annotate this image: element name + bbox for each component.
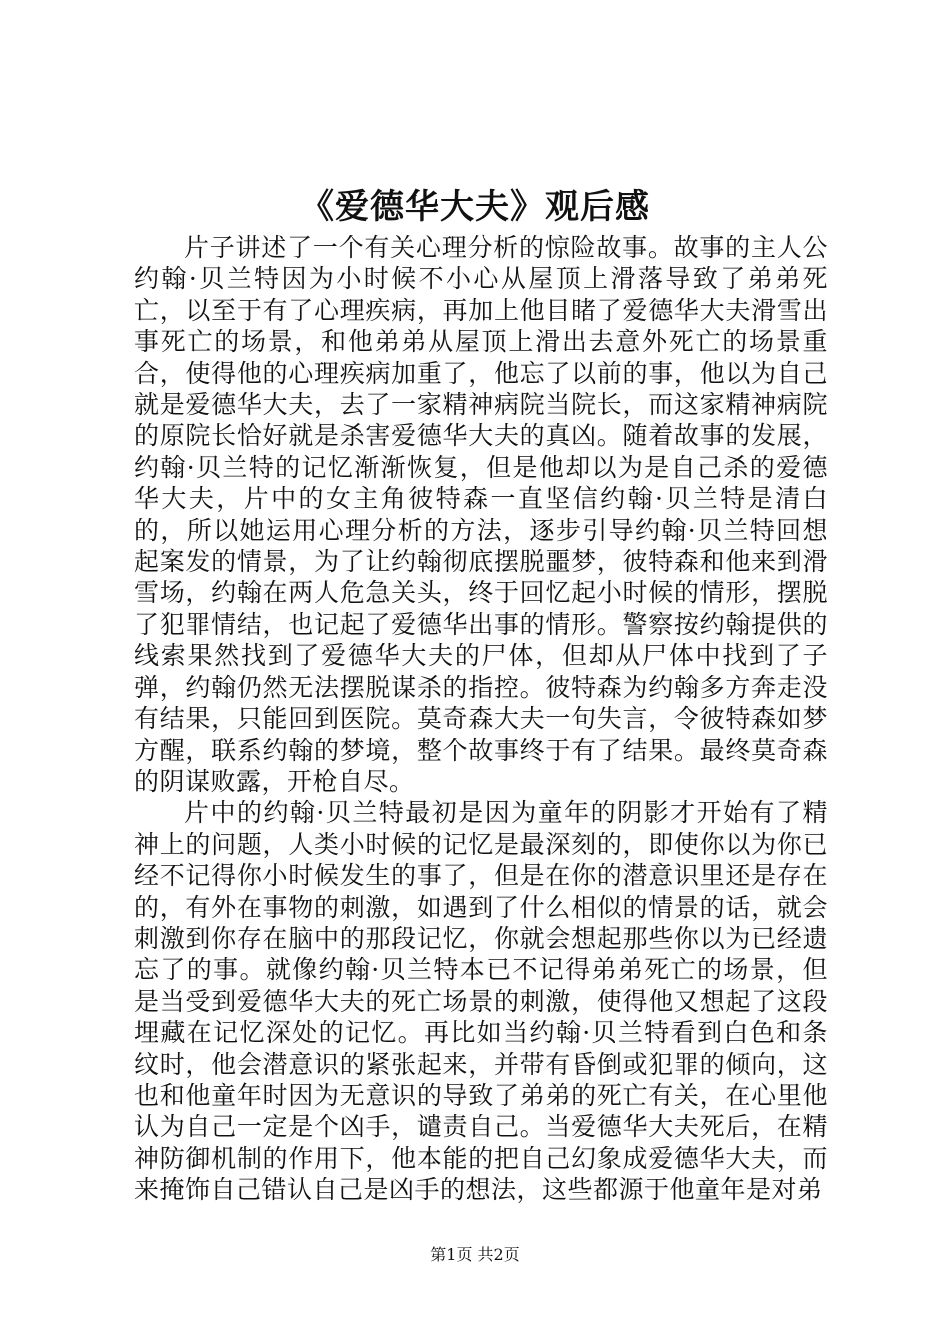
paragraph-1: 片子讲述了一个有关心理分析的惊险故事。故事的主人公约翰·贝兰特因为小时候不小心从屋顶上滑落导致了弟弟死亡，以至于有了心理疾病，再加上他目睹了爱德华大夫滑雪出事死亡的场景，和他弟弟从屋顶上滑出去意外死亡的场景重合，使得他的心理疾病加重了，他忘了以前的事，他以为自己就是爱德华大夫，去了一家精神病院当院长，而这家精神病院的原院长恰好就是杀害爱德华大夫的真凶。随着故事的发展，约翰·贝兰特的记忆渐渐恢复，但是他却以为是自己杀的爱德华大夫，片中的女主角彼特森一直坚信约翰·贝兰特是清白的，所以她运用心理分析的方法，逐步引导约翰·贝兰特回想起案发的情景，为了让约翰彻底摆脱噩梦，彼特森和他来到滑雪场，约翰在两人危急关头，终于回忆起小时候的情形，摆脱了犯罪情结，也记起了爱德华出事的情形。警察按约翰提供的线索果然找到了爱德华大夫的尸体，但却从尸体中找到了子弹，约翰仍然无法摆脱谋杀的指控。彼特森为约翰多方奔走没有结果，只能回到医院。莫奇森大夫一句失言，令彼特森如梦方醒，联系约翰的梦境，整个故事终于有了结果。最终莫奇森的阴谋败露，开枪自尽。 xyxy=(134,233,828,796)
page-footer: 第1页 共2页 xyxy=(430,1245,520,1264)
document-body xyxy=(134,232,828,1206)
document-title: 《爱德华大夫》观后感 xyxy=(300,187,650,227)
paragraph-2: 片中的约翰·贝兰特最初是因为童年的阴影才开始有了精神上的问题，人类小时候的记忆是最深刻的，即使你以为你已经不记得你小时候发生的事了，但是在你的潜意识里还是存在的，有外在事物的刺激，如遇到了什么相似的情景的话，就会刺激到你存在脑中的那段记忆，你就会想起那些你以为已经遗忘了的事。就像约翰·贝兰特本已不记得弟弟死亡的场景，但是当受到爱德华大夫的死亡场景的刺激，使得他又想起了这段埋藏在记忆深处的记忆。再比如当约翰·贝兰特看到白色和条纹时，他会潜意识的紧张起来，并带有昏倒或犯罪的倾向，这也和他童年时因为无意识的导致了弟弟的死亡有关，在心里他认为自己一定是个凶手，谴责自己。当爱德华大夫死后，在精神防御机制的作用下，他本能的把自己幻象成爱德华大夫，而来掩饰自己错认自己是凶手的想法，这些都源于他童年是对弟 xyxy=(134,798,828,1205)
